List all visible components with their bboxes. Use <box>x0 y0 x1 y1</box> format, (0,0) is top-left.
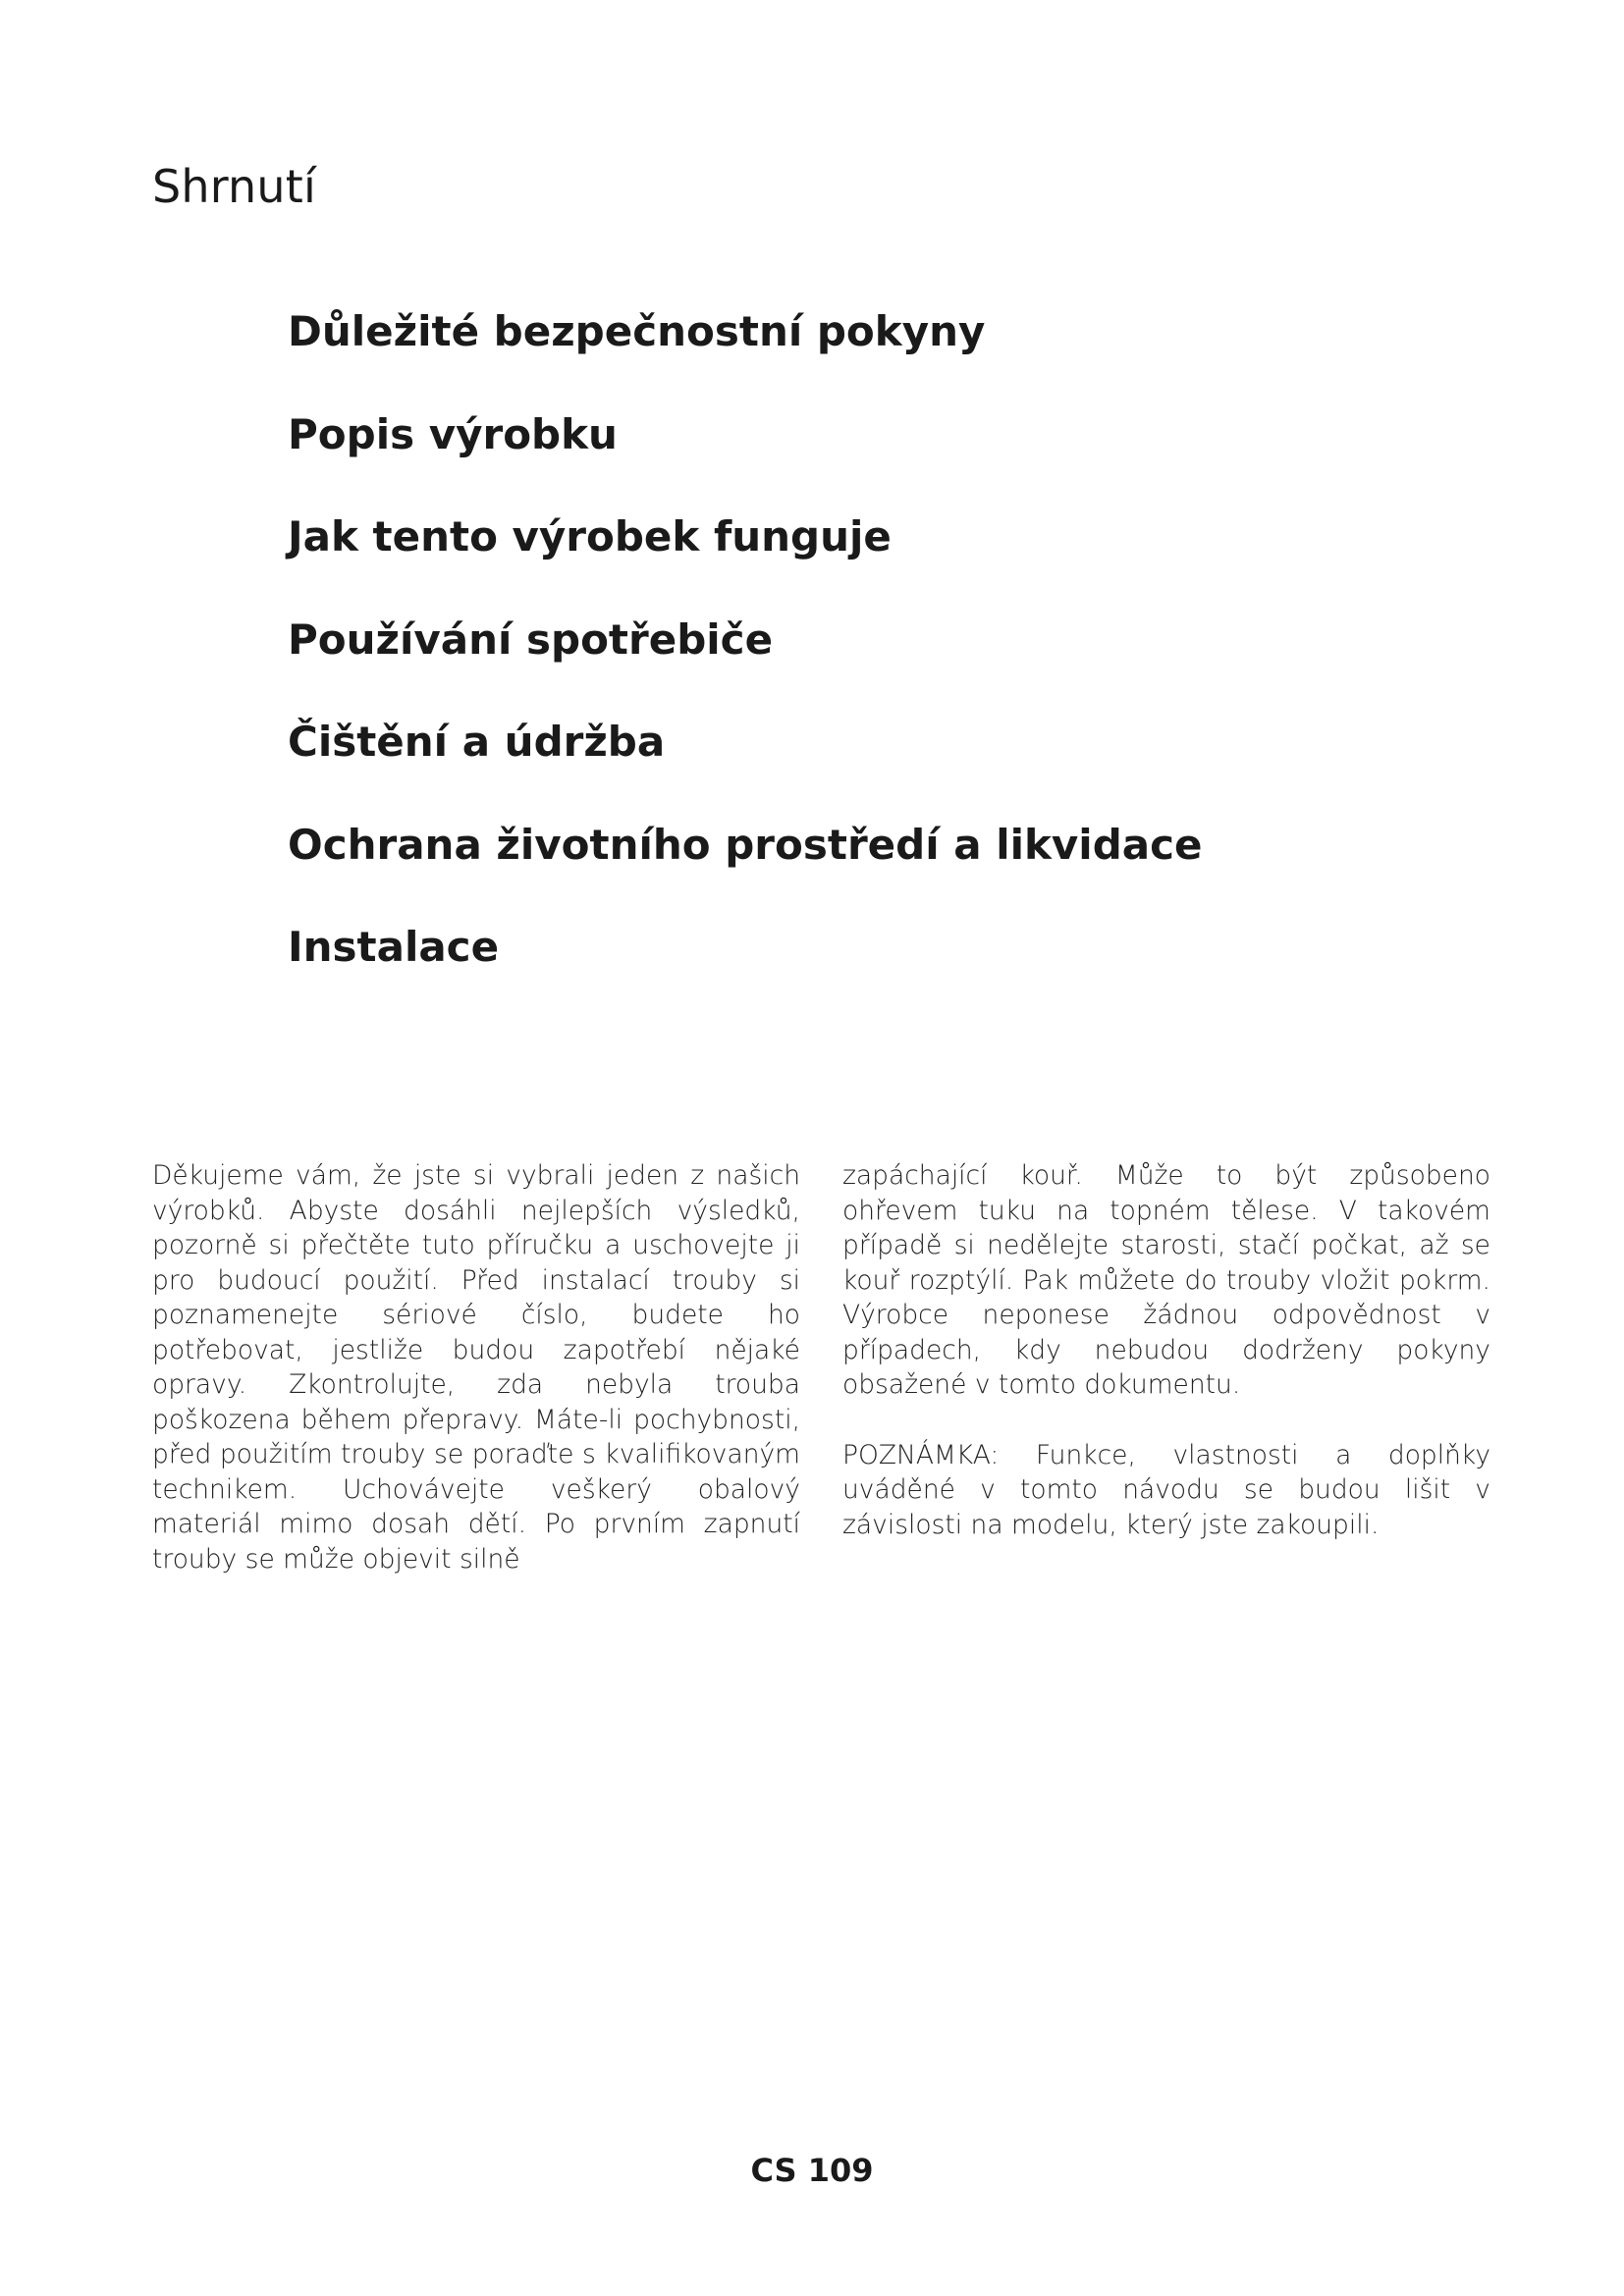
page-title: Shrnutí <box>152 160 316 213</box>
toc-item-safety: Důležité bezpečnostní pokyny <box>288 307 986 355</box>
toc-item-installation: Instalace <box>288 923 500 971</box>
page-number: CS 109 <box>750 2152 874 2189</box>
toc-item-environment: Ochrana životního prostředí a likvidace <box>288 820 1203 869</box>
toc-item-product-description: Popis výrobku <box>288 409 618 458</box>
body-column-left <box>152 1158 800 1576</box>
toc-item-how-it-works: Jak tento výrobek funguje <box>288 512 892 561</box>
intro-paragraph: Děkujeme vám, že jste si vybrali jeden z našich výrobků. Abyste dosáhli nejlepších výsledků, pozorně si přečtěte tuto příručku a uschovejte ji pro budoucí použití. Před instalací trouby si poznamenejte sériové číslo, budete ho potřebovat, jestliže budou zapotřebí nějaké opravy. Zkontrolujte, zda nebyla trouba poškozena během přepravy. Máte-li pochybnosti, před použitím trouby se poraďte s kvalifikovaným technikem. Uchovávejte veškerý obalový materiál mimo dosah dětí. Po prvním zapnutí trouby se může objevit silně <box>152 1160 800 1575</box>
body-column-right <box>842 1158 1490 1542</box>
toc-item-using-appliance: Používání spotřebiče <box>288 614 774 664</box>
note-paragraph: POZNÁMKA: Funkce, vlastnosti a doplňky uváděné v tomto návodu se budou lišit v závislosti na modelu, který jste zakoupili. <box>842 1439 1490 1540</box>
table-of-contents <box>288 302 1203 1021</box>
toc-item-cleaning: Čištění a údržba <box>288 718 666 766</box>
intro-paragraph-continued: zapáchající kouř. Může to být způsobeno ohřevem tuku na topném tělese. V takovém případě si nedělejte starosti, stačí počkat, až se kouř rozptýlí. Pak můžete do trouby vložit pokrm. Výrobce neponese žádnou odpovědnost v případech, kdy nebudou dodrženy pokyny obsažené v tomto dokumentu. <box>842 1160 1490 1400</box>
